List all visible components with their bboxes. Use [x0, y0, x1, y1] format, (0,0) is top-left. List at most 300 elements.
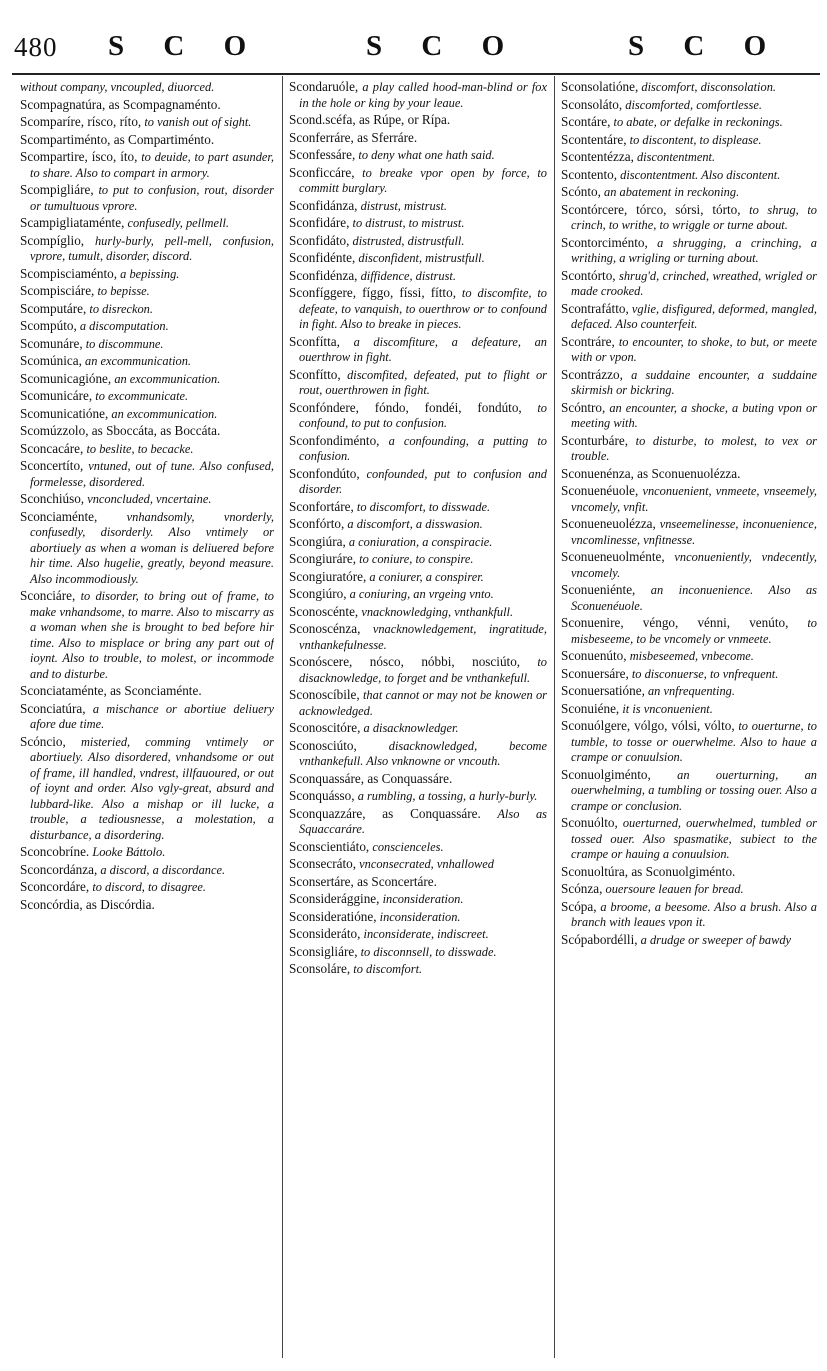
- dictionary-entry: [289, 215, 547, 232]
- entry-headword: Sconcobríne.: [20, 844, 90, 859]
- entry-definition: to discomfite, to defeate, to vanquish, to ouerthrow or to confound in fight. Also to breake in pieces.: [299, 286, 547, 331]
- dictionary-entry: [561, 334, 817, 366]
- dictionary-entry: [561, 466, 817, 483]
- dictionary-entry: [289, 516, 547, 533]
- dictionary-entry: [561, 97, 817, 114]
- dictionary-entry: [289, 466, 547, 498]
- dictionary-entry: [561, 268, 817, 300]
- dictionary-entry: [561, 516, 817, 548]
- dictionary-entry: [289, 771, 547, 788]
- dictionary-entry: [289, 285, 547, 333]
- entry-headword: Sconsolatióne,: [561, 79, 639, 94]
- entry-headword: Sconcórdia, as Discórdia.: [20, 896, 155, 912]
- dictionary-entry: [20, 734, 274, 844]
- dictionary-entry: [20, 79, 274, 96]
- entry-definition: to disconuerse, to vnfrequent.: [631, 666, 779, 681]
- entry-headword: Scóntro,: [561, 399, 606, 415]
- entry-definition: to disturbe, to molest, to vex or trouble.: [571, 433, 817, 463]
- entry-headword: Scomunicáre,: [20, 388, 93, 403]
- entry-headword: Sconsertáre, as Sconcertáre.: [289, 873, 437, 889]
- dictionary-entry: [561, 582, 817, 614]
- entry-definition: a coniurer, a conspirer.: [369, 569, 484, 584]
- entry-headword: Sconsoláto,: [561, 96, 623, 112]
- dictionary-entry: [289, 909, 547, 926]
- dictionary-entry: [20, 114, 274, 131]
- entry-definition: a discomfiture, a defeature, an ouerthrow in fight.: [299, 334, 547, 364]
- entry-headword: Scomputáre,: [20, 300, 87, 316]
- entry-headword: Scompartire, ísco, íto,: [20, 149, 138, 164]
- entry-headword: Scompartiménto, as Compartiménto.: [20, 131, 215, 147]
- dictionary-entry: [20, 441, 274, 458]
- entry-headword: Scontrafátto,: [561, 300, 629, 316]
- entry-headword: Scontórcere, tórco, sórsi, tórto,: [561, 201, 741, 217]
- entry-definition: vnacknowledgement, ingratitude, vnthankefulnesse.: [299, 622, 547, 652]
- dictionary-entry: [289, 961, 547, 978]
- entry-definition: ouerturned, ouerwhelmed, tumbled or tossed ouer. Also spasmatike, subiect to the crampe or hauing a conuulsion.: [571, 816, 817, 861]
- dictionary-entry: [289, 367, 547, 399]
- entry-headword: Scond.scéfa, as Rúpe, or Rípa.: [289, 112, 451, 127]
- dictionary-entry: [20, 588, 274, 682]
- entry-definition: to distrust, to mistrust.: [352, 216, 465, 230]
- entry-definition: vnconuenient, vnmeete, vnseemely, vncomely, vnfit.: [571, 484, 817, 514]
- dictionary-entry: [289, 112, 547, 129]
- entry-headword: Sconsoláre,: [289, 961, 351, 976]
- entry-definition: misbeseemed, vnbecome.: [629, 649, 754, 663]
- entry-definition: confusedly, pellmell.: [127, 216, 229, 230]
- entry-definition: to discontent, to displease.: [629, 132, 762, 147]
- entry-definition: an abatement in reckoning.: [604, 185, 740, 199]
- entry-headword: Scontráre,: [561, 333, 615, 349]
- entry-definition: vnconcluded, vncertaine.: [87, 492, 212, 506]
- entry-headword: Sconoscénte,: [289, 603, 359, 619]
- entry-headword: Sconfidénza,: [289, 267, 358, 283]
- entry-definition: a coniuration, a conspiracie.: [348, 534, 493, 549]
- dictionary-entry: [289, 250, 547, 267]
- entry-headword: Scontrázzo,: [561, 366, 623, 382]
- entry-definition: a play called hood-man-blind or fox in the hole or king by your leaue.: [299, 80, 547, 110]
- column-divider: [282, 76, 283, 1358]
- entry-headword: Scongiuráre,: [289, 551, 357, 566]
- dictionary-entry: [20, 233, 274, 265]
- dictionary-entry: [561, 167, 817, 184]
- entry-headword: Sconsideráto,: [289, 926, 361, 941]
- entry-definition: a suddaine encounter, a suddaine skirmish or bickring.: [571, 367, 817, 397]
- entry-definition: discomforted, comfortlesse.: [625, 97, 762, 112]
- entry-headword: Scomúnica,: [20, 353, 82, 368]
- entry-headword: Sconfóndere, fóndo, fondéi, fondúto,: [289, 399, 522, 415]
- dictionary-entry: [20, 132, 274, 149]
- entry-headword: Sconfidáto,: [289, 232, 350, 248]
- dictionary-entry: [561, 433, 817, 465]
- entry-headword: Scongiuratóre,: [289, 568, 367, 584]
- entry-definition: to deuide, to part asunder, to share. Also to compart in armory.: [30, 150, 274, 180]
- entry-definition: an encounter, a shocke, a buting vpon or meeting with.: [571, 400, 817, 430]
- entry-definition: confounded, put to confusion and disorder.: [299, 466, 547, 496]
- entry-definition: inconsideration.: [382, 892, 464, 906]
- dictionary-entry: [289, 569, 547, 586]
- dictionary-entry: [561, 815, 817, 863]
- dictionary-entry: [289, 621, 547, 653]
- dictionary-entry: [289, 856, 547, 873]
- entry-headword: Sconuólto,: [561, 815, 618, 830]
- dictionary-entry: [289, 130, 547, 147]
- dictionary-entry: [561, 149, 817, 166]
- entry-headword: Sconfítto,: [289, 366, 341, 382]
- dictionary-entry: [20, 301, 274, 318]
- entry-headword: Sconturbáre,: [561, 432, 629, 448]
- entry-headword: Sconcordáre,: [20, 879, 90, 894]
- entry-definition: to discommune.: [85, 336, 164, 351]
- entry-headword: Scompúto,: [20, 318, 77, 333]
- entry-headword: Scomunáre,: [20, 335, 83, 351]
- entry-definition: to encounter, to shoke, to but, or meete with or vpon.: [571, 334, 817, 364]
- entry-definition: vnseemelinesse, inconuenience, vncomlinesse, vnfitnesse.: [571, 517, 817, 547]
- entry-headword: Sconquásso,: [289, 788, 355, 803]
- page-number: 480: [14, 32, 58, 62]
- dictionary-entry: [289, 499, 547, 516]
- entry-definition: distrusted, distrustfull.: [352, 233, 465, 248]
- entry-definition: diffidence, distrust.: [360, 268, 456, 283]
- entry-headword: Sconfortáre,: [289, 498, 354, 514]
- entry-definition: a bepissing.: [120, 266, 180, 281]
- entry-headword: Sconciatúra,: [20, 700, 86, 716]
- dictionary-entry: [20, 182, 274, 214]
- dictionary-entry: [561, 301, 817, 333]
- entry-definition: to deny what one hath said.: [358, 148, 495, 162]
- entry-definition: to breake vpor open by force, to committ burglary.: [299, 165, 547, 195]
- dictionary-entry: [289, 534, 547, 551]
- column-divider: [554, 76, 555, 1358]
- entry-headword: Scontento,: [561, 166, 618, 182]
- dictionary-entry: [561, 615, 817, 647]
- entry-definition: ouersoure leauen for bread.: [605, 882, 744, 896]
- dictionary-entry: [20, 318, 274, 335]
- entry-definition: discomfited, defeated, put to flight or rout, ouerthrowen in fight.: [299, 367, 547, 397]
- dictionary-entry: [289, 433, 547, 465]
- dictionary-entry: [289, 687, 547, 719]
- entry-headword: Scóncio,: [20, 733, 66, 749]
- entry-definition: to coniure, to conspire.: [359, 552, 474, 566]
- dictionary-entry: [289, 198, 547, 215]
- dictionary-entry: [561, 683, 817, 700]
- entry-headword: Sconfessáre,: [289, 147, 356, 162]
- entry-definition: a discomfort, a disswasion.: [347, 517, 483, 531]
- entry-definition: an excommunication.: [114, 371, 221, 386]
- entry-definition: Also as Squaccaráre.: [299, 806, 547, 836]
- entry-definition: discomfort, disconsolation.: [641, 80, 776, 94]
- entry-headword: Sconcertíto,: [20, 458, 84, 473]
- dictionary-entry: [20, 97, 274, 114]
- entry-headword: Scongiúra,: [289, 533, 346, 549]
- entry-headword: Scompisciaménto,: [20, 265, 118, 281]
- entry-headword: Scompíglio,: [20, 232, 85, 248]
- guide-word-left: S C O: [108, 30, 263, 62]
- dictionary-column-2: [289, 79, 547, 1364]
- entry-definition: vglie, disfigured, deformed, mangled, defaced. Also counterfeit.: [571, 301, 817, 331]
- dictionary-column-1: [20, 79, 274, 1364]
- entry-definition: inconsiderate, indiscreet.: [363, 927, 489, 941]
- entry-headword: Scampigliataménte,: [20, 215, 125, 230]
- running-header: [0, 30, 827, 74]
- entry-definition: an excommunication.: [85, 354, 191, 368]
- entry-definition: to discord, to disagree.: [92, 880, 206, 894]
- dictionary-entry: [561, 367, 817, 399]
- entry-definition: a discomputation.: [79, 319, 169, 333]
- entry-definition: discontentment.: [636, 150, 716, 164]
- entry-headword: Sconcordánza,: [20, 861, 98, 877]
- dictionary-entry: [289, 654, 547, 686]
- entry-definition: that cannot or may not be knowen or acknowledged.: [299, 688, 547, 718]
- dictionary-entry: [289, 720, 547, 737]
- entry-definition: to bepisse.: [97, 284, 150, 298]
- entry-headword: Sconosciúto,: [289, 737, 357, 753]
- entry-headword: Sconuenire, véngo, vénni, venúto,: [561, 615, 789, 630]
- entry-definition: an excommunication.: [111, 406, 218, 421]
- entry-headword: Sconquassáre, as Conquassáre.: [289, 770, 453, 786]
- dictionary-entry: [20, 862, 274, 879]
- dictionary-entry: [20, 388, 274, 405]
- entry-definition: a rumbling, a tossing, a hurly-burly.: [357, 789, 538, 803]
- entry-definition: to discomfort, to disswade.: [356, 499, 491, 514]
- entry-headword: Sconfidáre,: [289, 215, 350, 230]
- dictionary-entry: [289, 604, 547, 621]
- entry-definition: an inconuenience. Also as Sconuenéuole.: [571, 583, 817, 613]
- dictionary-entry: [561, 767, 817, 815]
- entry-headword: Scomúzzolo, as Sboccáta, as Boccáta.: [20, 423, 221, 438]
- entry-headword: Scomparíre, rísco, ríto,: [20, 114, 142, 129]
- entry-headword: Scontorciménto,: [561, 234, 648, 250]
- entry-definition: disconfident, mistrustfull.: [358, 251, 485, 265]
- entry-definition: without company, vncoupled, diuorced.: [20, 80, 215, 94]
- entry-headword: Sconsigliáre,: [289, 943, 358, 959]
- entry-definition: a broome, a beesome. Also a brush. Also a branch with leaues vpon it.: [571, 899, 817, 929]
- dictionary-entry: [561, 235, 817, 267]
- entry-headword: Scompagnatúra, as Scompagnaménto.: [20, 96, 221, 112]
- entry-definition: vnhandsomly, vnorderly, confusedly, disorderly. Also vntimely or abortiuely as when a woman is deliuered before hir time. Also hugelie, greatly, beyond measure. Also incommodiously.: [30, 509, 274, 586]
- dictionary-entry: [561, 701, 817, 718]
- dictionary-entry: [561, 864, 817, 881]
- entry-definition: misteried, comming vntimely or abortiuely. Also disordered, vnhandsome or out of frame, ill handled, vndrest, illfauoured, or out of ioynt and order. Also vgly-great, absurd and lubbard-like. Also a mishap or ill lucke, a trouble, a tediousnesse, a molestation, a disturbance, a disordering.: [30, 734, 274, 842]
- dictionary-entry: [20, 266, 274, 283]
- entry-headword: Scondaruóle,: [289, 79, 359, 94]
- guide-word-center: S C O: [366, 30, 521, 62]
- dictionary-entry: [289, 874, 547, 891]
- entry-headword: Sconuenúto,: [561, 648, 627, 663]
- entry-headword: Sconfidénte,: [289, 250, 356, 265]
- entry-definition: vnconueniently, vndecently, vncomely.: [571, 550, 817, 580]
- entry-headword: Sconueniénte,: [561, 582, 636, 597]
- entry-headword: Sconuersatióne,: [561, 683, 645, 698]
- entry-headword: Sconfondiménto,: [289, 432, 380, 448]
- entry-headword: Sconuolgiménto,: [561, 766, 651, 782]
- entry-definition: Looke Báttolo.: [92, 845, 166, 859]
- entry-headword: Sconuersáre,: [561, 665, 629, 681]
- dictionary-entry: [561, 132, 817, 149]
- entry-headword: Scompisciáre,: [20, 283, 95, 298]
- entry-headword: Sconfondúto,: [289, 465, 360, 481]
- dictionary-entry: [289, 944, 547, 961]
- entry-definition: to discomfort.: [353, 962, 423, 976]
- entry-definition: to shrug, to crinch, to writhe, to wriggle or turne about.: [571, 202, 817, 232]
- dictionary-entry: [20, 215, 274, 232]
- entry-definition: vnacknowledging, vnthankfull.: [361, 604, 514, 619]
- dictionary-entry: [289, 233, 547, 250]
- entry-headword: Sconuólgere, vólgo, vólsi, vólto,: [561, 718, 735, 733]
- dictionary-entry: [289, 586, 547, 603]
- entry-headword: Sconscientiáto,: [289, 838, 370, 854]
- entry-definition: hurly-burly, pell-mell, confusion, vprore, tumult, disorder, discord.: [30, 233, 274, 263]
- dictionary-entry: [561, 899, 817, 931]
- entry-headword: Sconoscénza,: [289, 621, 361, 636]
- entry-definition: to put to confusion, rout, disorder or tumultuous vprore.: [30, 183, 274, 213]
- entry-headword: Sconfítta,: [289, 333, 340, 349]
- dictionary-entry: [289, 147, 547, 164]
- entry-headword: Sconquazzáre, as Conquassáre.: [289, 805, 481, 821]
- dictionary-column-3: [561, 79, 817, 1364]
- entry-headword: Sconoscitóre,: [289, 720, 361, 735]
- entry-headword: Scomunicagióne,: [20, 370, 112, 386]
- dictionary-entry: [561, 666, 817, 683]
- entry-headword: Sconchiúso,: [20, 491, 85, 506]
- entry-headword: Sconfidánza,: [289, 197, 358, 213]
- dictionary-entry: [561, 202, 817, 234]
- dictionary-entry: [561, 718, 817, 766]
- entry-definition: to confound, to put to confusion.: [299, 400, 547, 430]
- entry-headword: Sconueneuolménte,: [561, 549, 665, 564]
- dictionary-entry: [561, 549, 817, 581]
- dictionary-entry: [20, 406, 274, 423]
- dictionary-entry: [289, 839, 547, 856]
- dictionary-entry: [20, 283, 274, 300]
- entry-headword: Scontórto,: [561, 267, 616, 283]
- entry-headword: Scomunicatióne,: [20, 405, 109, 421]
- entry-headword: Sconsiderággine,: [289, 891, 380, 906]
- entry-headword: Sconsecráto,: [289, 856, 357, 871]
- entry-definition: to disacknowledge, to forget and be vnthankefull.: [299, 655, 547, 685]
- dictionary-entry: [20, 353, 274, 370]
- entry-definition: discontentment. Also discontent.: [620, 167, 781, 182]
- dictionary-entry: [561, 483, 817, 515]
- dictionary-entry: [20, 371, 274, 388]
- entry-definition: distrust, mistrust.: [360, 198, 448, 213]
- dictionary-entry: [20, 879, 274, 896]
- entry-headword: Scompigliáre,: [20, 182, 94, 197]
- dictionary-entry: [561, 114, 817, 131]
- entry-headword: Sconficcáre,: [289, 164, 355, 180]
- dictionary-entry: [561, 184, 817, 201]
- entry-headword: Sconciáre,: [20, 588, 76, 603]
- entry-headword: Sconciataménte, as Sconciaménte.: [20, 683, 202, 698]
- entry-headword: Sconcacáre,: [20, 440, 84, 456]
- entry-headword: Scontentézza,: [561, 149, 634, 164]
- entry-definition: to beslite, to becacke.: [86, 441, 194, 456]
- dictionary-entry: [289, 79, 547, 111]
- entry-definition: to excommunicate.: [95, 389, 189, 403]
- entry-definition: vnconsecrated, vnhallowed: [359, 857, 495, 871]
- dictionary-entry: [289, 551, 547, 568]
- dictionary-entry: [20, 423, 274, 440]
- dictionary-entry: [20, 844, 274, 861]
- dictionary-entry: [289, 788, 547, 805]
- dictionary-entry: [289, 806, 547, 838]
- dictionary-entry: [20, 491, 274, 508]
- entry-definition: a shrugging, a crinching, a writhing, a wrigling or turning about.: [571, 235, 817, 265]
- entry-headword: Sconuiéne,: [561, 700, 620, 716]
- entry-headword: Scópabordélli,: [561, 931, 638, 947]
- entry-definition: a disacknowledger.: [363, 721, 459, 735]
- header-rule: [12, 73, 820, 75]
- entry-headword: Sconuenéuole,: [561, 483, 639, 498]
- entry-headword: Sconuoltúra, as Sconuolgiménto.: [561, 863, 736, 879]
- entry-definition: a drudge or sweeper of bawdy: [640, 932, 792, 947]
- entry-definition: an ouerturning, an ouerwhelming, a tumbling or tossing ouer. Also a crampe or conclusion.: [571, 767, 817, 813]
- entry-headword: Scónto,: [561, 184, 601, 199]
- entry-headword: Sconfórto,: [289, 516, 345, 531]
- dictionary-entry: [561, 400, 817, 432]
- entry-headword: Sconoscíbile,: [289, 687, 360, 702]
- entry-headword: Sconóscere, nósco, nóbbi, nosciúto,: [289, 654, 521, 669]
- entry-headword: Sconueneuolézza,: [561, 516, 656, 531]
- dictionary-entry: [20, 149, 274, 181]
- dictionary-entry: [561, 648, 817, 665]
- entry-headword: Scópa,: [561, 898, 597, 914]
- entry-definition: disacknowledged, become vnthankefull. Also vnknowne or vncouth.: [299, 738, 547, 768]
- entry-definition: it is vnconuenient.: [622, 701, 713, 716]
- entry-headword: Sconfíggere, fíggo, físsi, fítto,: [289, 285, 456, 300]
- entry-definition: to ouerturne, to tumble, to tosse or ouerwhelme. Also to haue a crampe or conuulsion.: [571, 719, 817, 764]
- entry-definition: a coniuring, an vrgeing vnto.: [349, 587, 494, 601]
- dictionary-entry: [20, 683, 274, 700]
- dictionary-entry: [561, 79, 817, 96]
- entry-definition: to vanish out of sight.: [144, 115, 252, 129]
- entry-definition: to abate, or defalke in reckonings.: [613, 115, 783, 129]
- entry-headword: Sconuenénza, as Sconuenuolézza.: [561, 465, 741, 481]
- entry-headword: Scontáre,: [561, 114, 611, 129]
- dictionary-entry: [289, 926, 547, 943]
- dictionary-entry: [289, 334, 547, 366]
- guide-word-right: S C O: [628, 30, 783, 62]
- entry-definition: inconsideration.: [379, 909, 461, 924]
- dictionary-entry: [289, 268, 547, 285]
- entry-definition: to disorder, to bring out of frame, to make vnhandsome, to marre. Also to miscarry as a woman when she is brought to bed before hir time. Also to misplace or bring any part out of ioynt. Also to trouble, to molest, or incommode and to disturbe.: [30, 589, 274, 681]
- entry-definition: a mischance or abortiue deliuery afore due time.: [30, 701, 274, 731]
- entry-definition: a confounding, a putting to confusion.: [299, 433, 547, 463]
- entry-headword: Sconsideratióne,: [289, 908, 377, 924]
- entry-headword: Scongiúro,: [289, 586, 347, 601]
- dictionary-entry: [20, 897, 274, 914]
- entry-headword: Sconciaménte,: [20, 508, 98, 524]
- entry-headword: Scónza,: [561, 881, 603, 896]
- dictionary-entry: [20, 701, 274, 733]
- dictionary-entry: [20, 458, 274, 490]
- entry-definition: to disreckon.: [89, 301, 153, 316]
- entry-definition: to misbeseeme, to be vncomely or vnmeete.: [571, 616, 817, 646]
- dictionary-entry: [20, 509, 274, 588]
- dictionary-entry: [289, 400, 547, 432]
- entry-headword: Scontentáre,: [561, 131, 627, 147]
- dictionary-entry: [289, 891, 547, 908]
- dictionary-entry: [561, 881, 817, 898]
- entry-definition: to disconnsell, to disswade.: [360, 944, 497, 959]
- entry-definition: a discord, a discordance.: [100, 862, 226, 877]
- entry-definition: conscienceles.: [372, 839, 444, 854]
- dictionary-entry: [20, 336, 274, 353]
- entry-headword: Sconferráre, as Sferráre.: [289, 129, 418, 145]
- entry-definition: vntuned, out of tune. Also confused, formelesse, disordered.: [30, 459, 274, 489]
- dictionary-entry: [289, 165, 547, 197]
- dictionary-entry: [561, 932, 817, 949]
- entry-definition: an vnfrequenting.: [647, 684, 735, 698]
